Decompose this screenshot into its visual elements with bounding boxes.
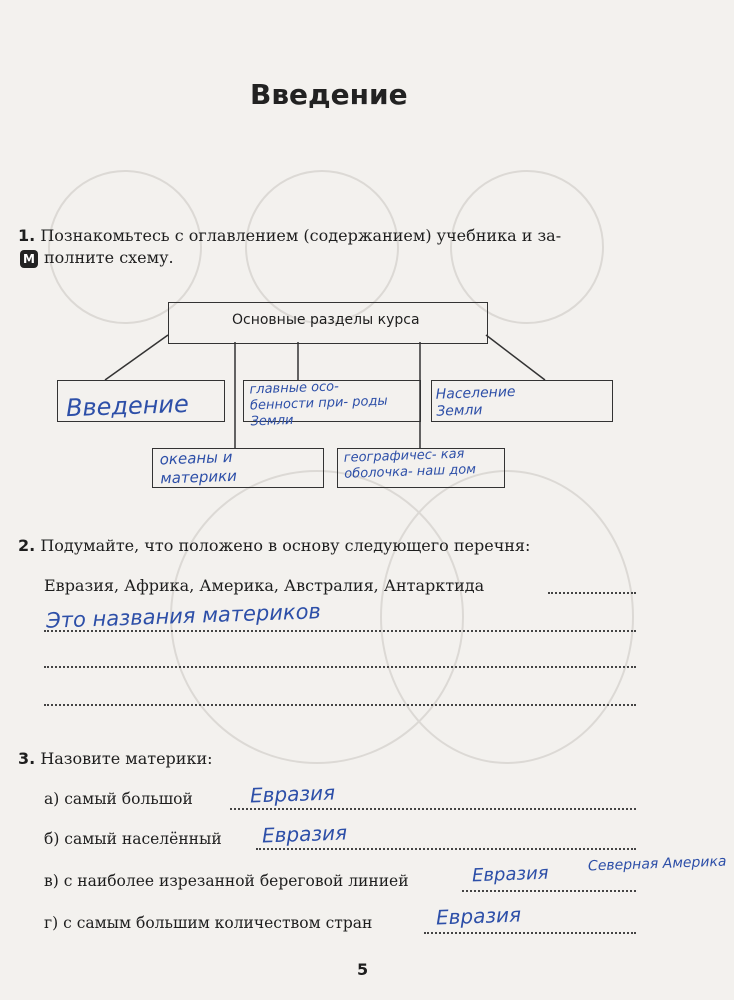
- task-3-item-c: в) с наиболее изрезанной береговой линией: [44, 872, 409, 890]
- handwritten-answer: Население Земли: [435, 383, 516, 420]
- task-text: полните схему.: [44, 248, 174, 267]
- dotted-line[interactable]: [462, 890, 636, 892]
- handwritten-answer: главные осо- бенности при- роды Земли: [249, 379, 388, 430]
- dotted-line[interactable]: [44, 704, 636, 706]
- page-title: Введение: [250, 78, 408, 111]
- page-number: 5: [357, 960, 369, 979]
- dotted-line[interactable]: [44, 666, 636, 668]
- dotted-line[interactable]: [44, 630, 636, 632]
- dotted-line[interactable]: [230, 808, 636, 810]
- handwritten-answer: Евразия: [435, 902, 522, 930]
- handwritten-extra: Северная Америка: [587, 853, 727, 875]
- handwritten-answer: Это названия материков: [45, 599, 322, 633]
- task-number: 1.: [18, 226, 36, 245]
- task-number: 2.: [18, 536, 36, 555]
- task-3-item-b: б) самый населённый: [44, 830, 222, 848]
- handwritten-answer: Евразия: [261, 820, 348, 848]
- handwritten-answer: географичес- кая оболочка- наш дом: [343, 446, 477, 482]
- handwritten-answer: Евразия: [249, 780, 336, 808]
- dotted-line[interactable]: [424, 932, 636, 934]
- task-text: Назовите материки:: [40, 749, 213, 768]
- task-2-line: [18, 534, 530, 558]
- task-text: Подумайте, что положено в основу следующего перечня:: [40, 536, 531, 555]
- task-3-item-d: г) с самым большим количеством стран: [44, 914, 373, 932]
- handwritten-answer: Евразия: [471, 862, 549, 887]
- handwritten-answer: Введение: [65, 389, 190, 423]
- task-number: 3.: [18, 749, 36, 768]
- connector: [105, 335, 168, 380]
- task-text: Познакомьтесь с оглавлением (содержанием) учебника и за-: [40, 226, 562, 245]
- dotted-line: [548, 592, 636, 594]
- connector: [486, 335, 545, 380]
- scheme-top-label: Основные разделы курса: [232, 312, 420, 328]
- task-2-list: Евразия, Африка, Америка, Австралия, Антарктида: [44, 576, 485, 595]
- task-3-line: [18, 747, 213, 771]
- dotted-line[interactable]: [256, 848, 636, 850]
- task-3-item-a: а) самый большой: [44, 790, 193, 808]
- method-badge: М: [20, 250, 38, 268]
- handwritten-answer: океаны и материки: [159, 447, 238, 488]
